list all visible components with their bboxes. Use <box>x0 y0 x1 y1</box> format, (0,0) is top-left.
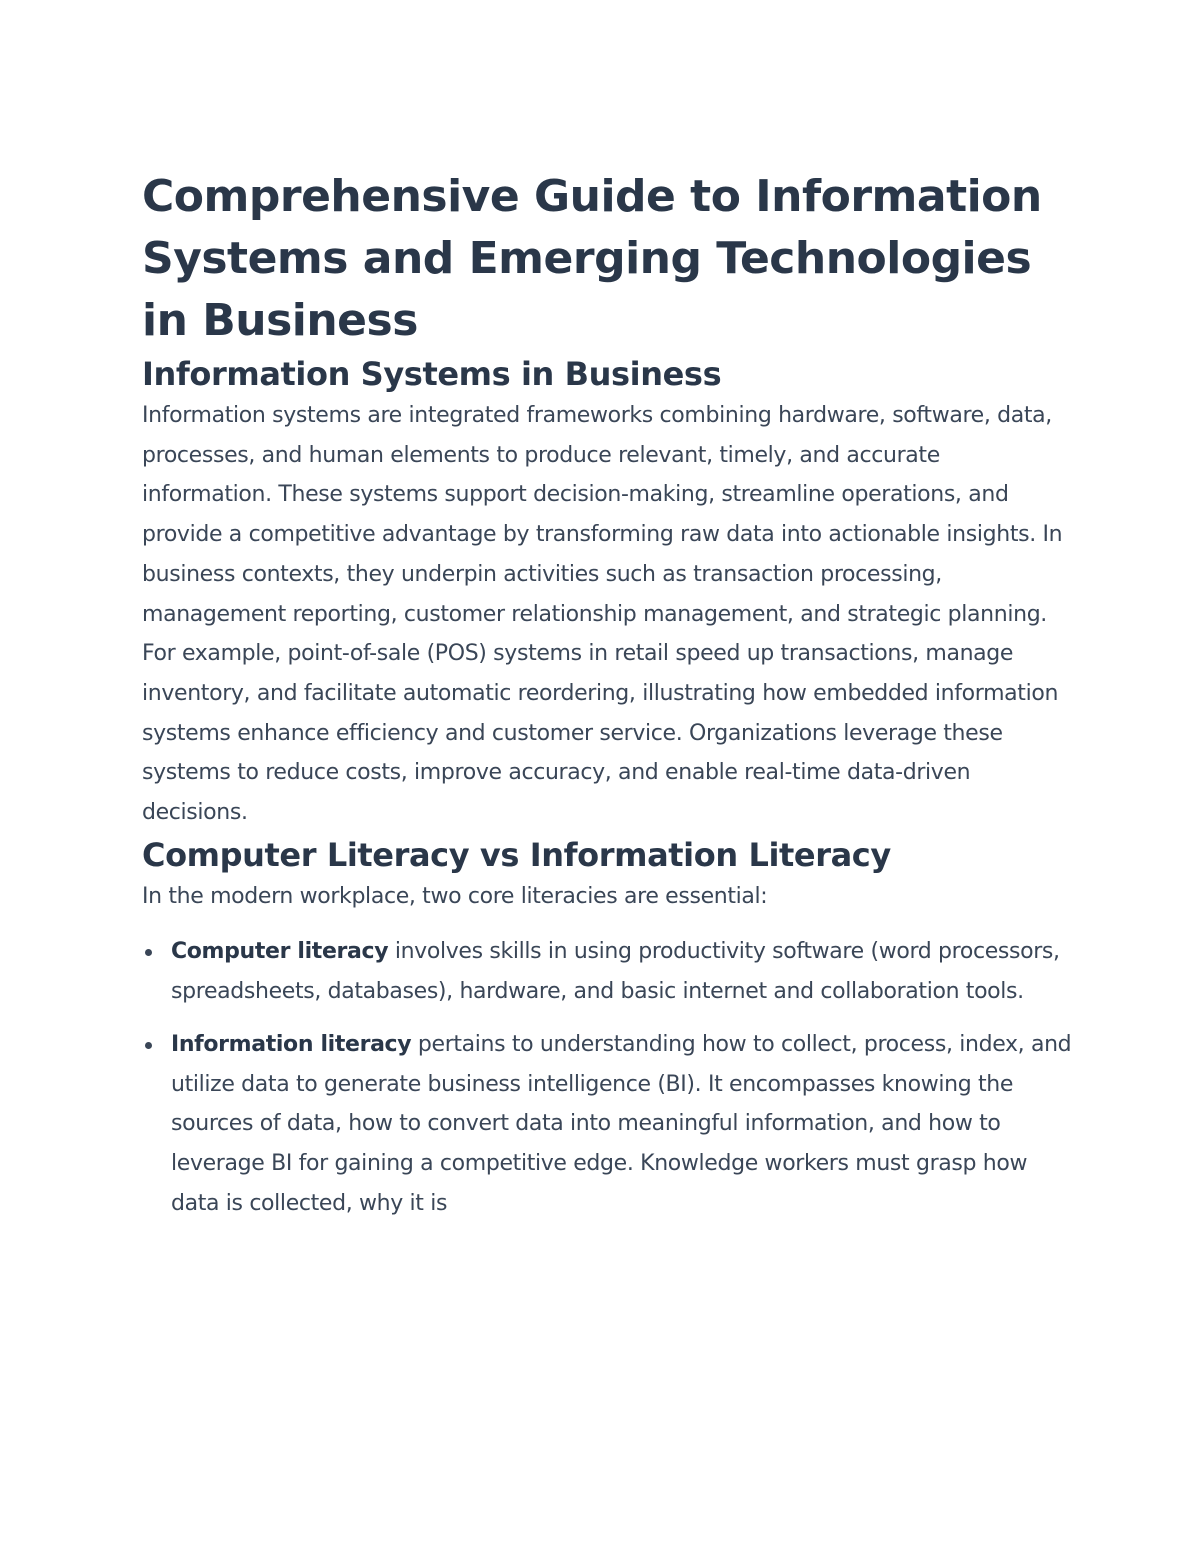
bullet-icon <box>145 949 152 956</box>
list-item <box>142 932 1072 1011</box>
section-intro: In the modern workplace, two core literacies are essential: <box>142 883 768 909</box>
bullet-icon <box>145 1042 152 1049</box>
document-title: Comprehensive Guide to Information Systems and Emerging Technologies in Business <box>142 171 1042 346</box>
literacy-bullet-list <box>142 932 1072 1223</box>
bullet-term: Computer literacy <box>171 939 389 965</box>
bullet-term: Information literacy <box>171 1031 412 1057</box>
bullet-text: involves skills in using productivity software (word processors, spreadsheets, databases), hardware, and basic internet and collaboration tools. <box>171 939 1060 1005</box>
bullet-text: pertains to understanding how to collect, process, index, and utilize data to generate business intelligence (BI). It encompasses knowing the sources of data, how to convert data into meaningful information, and how to leverage BI for gaining a competitive edge. Knowledge workers must grasp how data is collected, why it is <box>171 1031 1072 1216</box>
document-page <box>142 166 1072 1223</box>
list-item <box>142 1025 1072 1224</box>
section-paragraph: Information systems are integrated frameworks combining hardware, software, data, processes, and human elements to produce relevant, timely, and accurate information. These systems support decision-making, streamline operations, and provide a competitive advantage by transforming raw data into actionable insights. In business contexts, they underpin activities such as transaction processing, management reporting, customer relationship management, and strategic planning. For example, point-of-sale (POS) systems in retail speed up transactions, manage inventory, and facilitate automatic reordering, illustrating how embedded information systems enhance efficiency and customer service. Organizations leverage these systems to reduce costs, improve accuracy, and enable real-time data-driven decisions. <box>142 403 1063 826</box>
section-heading-literacy: Computer Literacy vs Information Literacy <box>142 835 891 874</box>
section-heading-information-systems: Information Systems in Business <box>142 355 722 393</box>
